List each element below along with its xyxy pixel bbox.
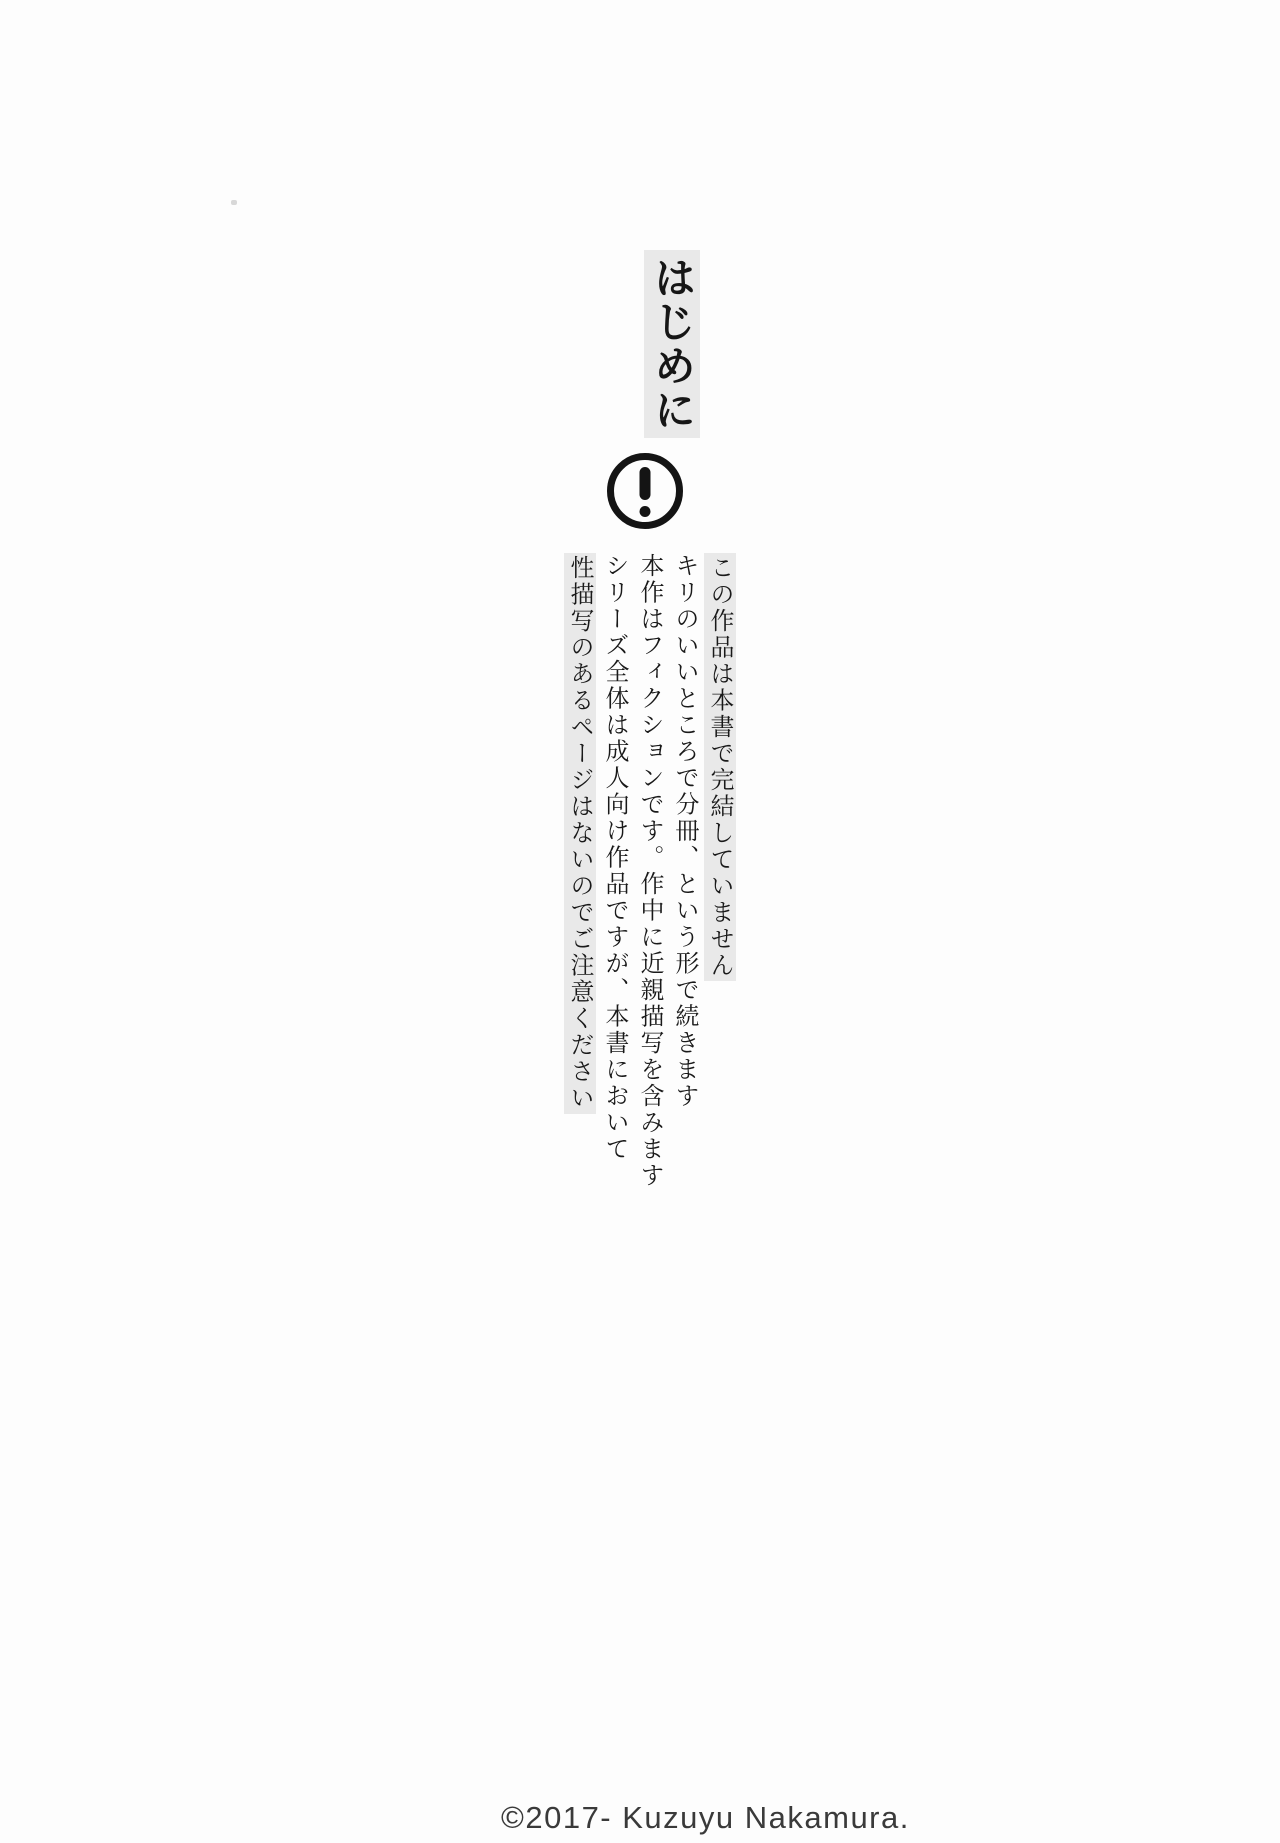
scan-artifact bbox=[231, 200, 237, 205]
notice-text-block bbox=[562, 553, 737, 1198]
copyright-line: ©2017- Kuzuyu Nakamura. bbox=[501, 1800, 910, 1835]
exclamation-dot bbox=[640, 506, 651, 517]
notice-line-5: 性描写のあるページはないのでご注意ください bbox=[566, 555, 594, 1112]
exclamation-circle-icon bbox=[607, 453, 683, 529]
notice-line-4: シリーズ全体は成人向け作品ですが、本書において bbox=[601, 553, 629, 1163]
exclamation-bar bbox=[640, 467, 651, 500]
page-title: はじめに bbox=[644, 250, 700, 438]
notice-line-1: この作品は本書で完結していません bbox=[706, 555, 734, 979]
notice-line-3: 本作はフィクションです。作中に近親描写を含みます bbox=[636, 553, 664, 1189]
notice-line-2: キリのいいところで分冊、という形で続きます bbox=[671, 553, 699, 1110]
